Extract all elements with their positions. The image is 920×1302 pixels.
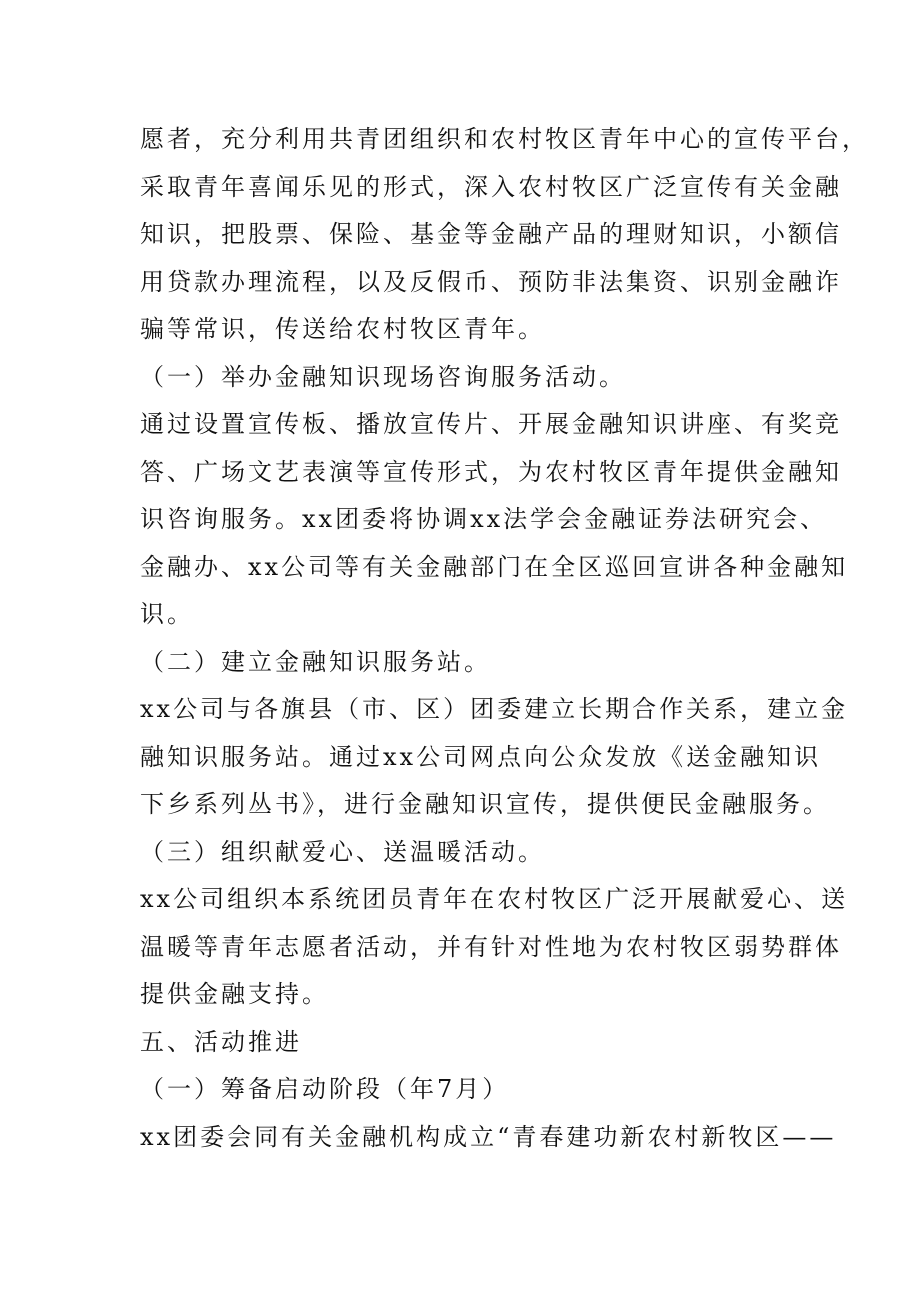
text-line: xx公司与各旗县（市、区）团委建立长期合作关系，建立金 (140, 695, 849, 723)
text-line: 答、广场文艺表演等宣传形式，为农村牧区青年提供金融知 (140, 457, 842, 486)
document-body (140, 116, 869, 1161)
text-line: 用贷款办理流程，以及反假币、预防非法集资、识别金融诈 (140, 267, 842, 296)
section-heading: （一）举办金融知识现场咨询服务活动。 (140, 362, 626, 391)
section-heading: （一）筹备启动阶段（年7月） (140, 1075, 510, 1103)
text-line: 提供金融支持。 (140, 980, 329, 1008)
chapter-heading: 五、活动推进 (140, 1027, 302, 1056)
section-heading: （二）建立金融知识服务站。 (140, 647, 491, 676)
section-heading: （三）组织献爱心、送温暖活动。 (140, 837, 545, 866)
text-line: 愿者，充分利用共青团组织和农村牧区青年中心的宣传平台， (140, 125, 869, 153)
text-line: 通过设置宣传板、播放宣传片、开展金融知识讲座、有奖竞 (140, 410, 842, 438)
text-line: 金融办、xx公司等有关金融部门在全区巡回宣讲各种金融知 (140, 552, 849, 581)
text-line: xx团委会同有关金融机构成立“青春建功新农村新牧区—— (140, 1122, 837, 1151)
text-line: 温暖等青年志愿者活动，并有针对性地为农村牧区弱势群体 (140, 932, 842, 961)
text-line: 识咨询服务。xx团委将协调xx法学会金融证券法研究会、 (140, 505, 828, 533)
text-line: 骗等常识，传送给农村牧区青年。 (140, 315, 545, 343)
text-line: 采取青年喜闻乐见的形式，深入农村牧区广泛宣传有关金融 (140, 172, 842, 201)
text-line: 融知识服务站。通过xx公司网点向公众发放《送金融知识 (140, 742, 822, 771)
text-line: 知识，把股票、保险、基金等金融产品的理财知识，小额信 (140, 220, 842, 248)
text-line: 识。 (140, 600, 194, 628)
text-line: 下乡系列丛书》，进行金融知识宣传，提供便民金融服务。 (140, 790, 830, 818)
text-line: xx公司组织本系统团员青年在农村牧区广泛开展献爱心、送 (140, 885, 849, 913)
